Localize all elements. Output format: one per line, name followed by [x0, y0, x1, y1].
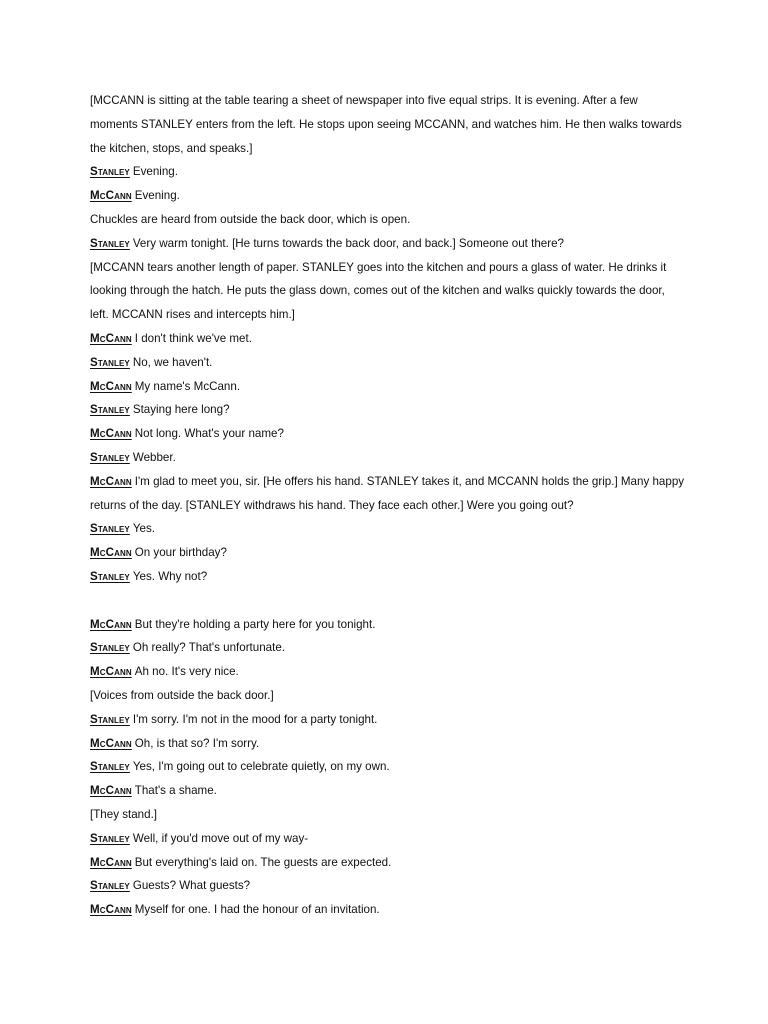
stage-direction: left. MCCANN rises and intercepts him.] [90, 308, 295, 322]
dialogue-text: Staying here long? [132, 403, 230, 417]
speaker-name: McCann [90, 855, 132, 869]
dialogue-line [90, 613, 688, 637]
dialogue-text: Yes, I'm going out to celebrate quietly, on my own. [132, 760, 390, 774]
speaker-name: McCann [90, 736, 132, 750]
stage-direction: [MCCANN tears another length of paper. STANLEY goes into the kitchen and pours a glass of water. He drinks it [90, 260, 667, 274]
speaker-name: McCann [90, 331, 132, 345]
speaker-name: McCann [90, 379, 132, 393]
dialogue-line [90, 470, 688, 494]
speaker-name: McCann [90, 427, 132, 441]
speaker-name: Stanley [90, 641, 130, 655]
speaker-name: McCann [90, 546, 132, 560]
dialogue-text: On your birthday? [134, 546, 227, 560]
dialogue-line [90, 708, 688, 732]
dialogue-line [90, 898, 688, 922]
dialogue-text: Myself for one. I had the honour of an invitation. [134, 903, 380, 917]
dialogue-line [90, 351, 688, 375]
dialogue-line [90, 184, 688, 208]
speaker-name: Stanley [90, 522, 130, 536]
speaker-name: McCann [90, 784, 132, 798]
speaker-name: McCann [90, 474, 132, 488]
script-body [90, 89, 688, 922]
dialogue-line [90, 874, 688, 898]
dialogue-line [90, 232, 688, 256]
stage-direction: looking through the hatch. He puts the glass down, comes out of the kitchen and walks quickly towards the door, [90, 284, 665, 298]
script-page [90, 89, 688, 922]
dialogue-text: Evening. [134, 189, 180, 203]
dialogue-text: That's a shame. [134, 784, 217, 798]
speaker-name: McCann [90, 189, 132, 203]
speaker-name: Stanley [90, 831, 130, 845]
dialogue-text: Yes. [132, 522, 155, 536]
dialogue-line [90, 827, 688, 851]
dialogue-text: Not long. What's your name? [134, 427, 284, 441]
dialogue-text: Webber. [132, 450, 176, 464]
stage-direction: returns of the day. [STANLEY withdraws his hand. They face each other.] Were you going out? [90, 498, 574, 512]
stage-direction: the kitchen, stops, and speaks.] [90, 141, 253, 155]
speaker-name: Stanley [90, 450, 130, 464]
dialogue-text: I'm sorry. I'm not in the mood for a party tonight. [132, 712, 378, 726]
dialogue-text: But everything's laid on. The guests are expected. [134, 855, 392, 869]
dialogue-line [90, 779, 688, 803]
speaker-name: Stanley [90, 355, 130, 369]
dialogue-text: Very warm tonight. [He turns towards the back door, and back.] Someone out there? [132, 236, 564, 250]
dialogue-line [90, 446, 688, 470]
stage-direction: [They stand.] [90, 807, 158, 821]
dialogue-line [90, 660, 688, 684]
speaker-name: Stanley [90, 403, 130, 417]
speaker-name: McCann [90, 665, 132, 679]
stage-direction: [Voices from outside the back door.] [90, 688, 274, 702]
dialogue-line [90, 422, 688, 446]
speaker-name: Stanley [90, 569, 130, 583]
dialogue-text: I don't think we've met. [134, 331, 252, 345]
dialogue-text: Evening. [132, 165, 178, 179]
dialogue-line [90, 517, 688, 541]
dialogue-line [90, 160, 688, 184]
dialogue-line [90, 732, 688, 756]
dialogue-text: Well, if you'd move out of my way- [132, 831, 309, 845]
dialogue-line [90, 851, 688, 875]
dialogue-line [90, 755, 688, 779]
dialogue-text: Oh really? That's unfortunate. [132, 641, 286, 655]
dialogue-text: But they're holding a party here for you tonight. [134, 617, 376, 631]
stage-direction: Chuckles are heard from outside the back door, which is open. [90, 212, 411, 226]
dialogue-line [90, 375, 688, 399]
dialogue-text: No, we haven't. [132, 355, 213, 369]
dialogue-text: Oh, is that so? I'm sorry. [134, 736, 260, 750]
stage-direction: moments STANLEY enters from the left. He stops upon seeing MCCANN, and watches him. He then walks towards [90, 117, 682, 131]
dialogue-text: Guests? What guests? [132, 879, 251, 893]
speaker-name: McCann [90, 617, 132, 631]
dialogue-line [90, 565, 688, 589]
dialogue-line [90, 541, 688, 565]
speaker-name: Stanley [90, 760, 130, 774]
dialogue-line [90, 327, 688, 351]
speaker-name: Stanley [90, 879, 130, 893]
dialogue-line [90, 636, 688, 660]
speaker-name: McCann [90, 903, 132, 917]
dialogue-text: My name's McCann. [134, 379, 241, 393]
blank-line [90, 589, 688, 613]
dialogue-line [90, 398, 688, 422]
dialogue-text: I'm glad to meet you, sir. [He offers his hand. STANLEY takes it, and MCCANN holds the grip.] Many happy [134, 474, 685, 488]
dialogue-text: Ah no. It's very nice. [134, 665, 239, 679]
dialogue-text: Yes. Why not? [132, 569, 208, 583]
stage-direction: [MCCANN is sitting at the table tearing a sheet of newspaper into five equal strips. It is evening. After a few [90, 94, 638, 107]
speaker-name: Stanley [90, 712, 130, 726]
speaker-name: Stanley [90, 165, 130, 179]
speaker-name: Stanley [90, 236, 130, 250]
